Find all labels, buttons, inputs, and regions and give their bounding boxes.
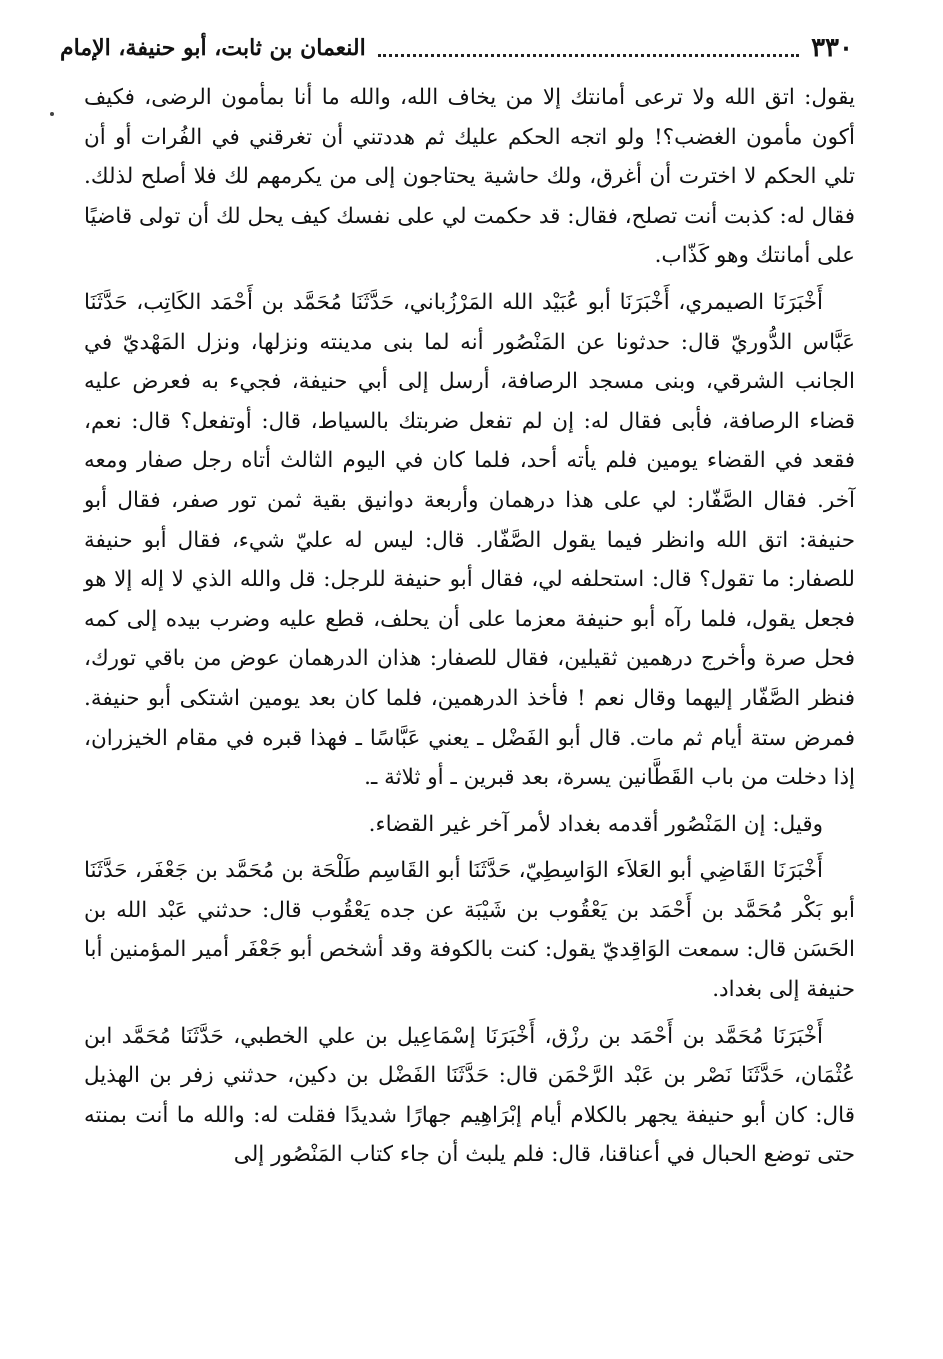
- paragraph-1: يقول: اتق الله ولا ترعى أمانتك إلا من يخاف الله، والله ما أنا بمأمون الرضى، فكيف أكون مأمون الغضب؟! ولو اتجه الحكم عليك ثم هددتني أن تغرقني في الفُرات أو أن تلي الحكم لا اخترت أن أغرق، ولك حاشية يحتاجون إلى من يكرمهم لك فلا أصلح لذلك. فقال له: كذبت أنت تصلح، فقال: قد حكمت لي على نفسك كيف يحل لك أن تولى قاضيًا على أمانتك وهو كَذّاب.: [84, 85, 855, 269]
- margin-mark: [50, 112, 54, 116]
- paragraph-3: وقيل: إن المَنْصُور أقدمه بغداد لأمر آخر غير القضاء.: [368, 811, 823, 837]
- page-header: [60, 28, 853, 68]
- paragraph-2: أَخْبَرَنَا الصيمري، أَخْبَرَنَا أبو عُبَيْد الله المَرْزُباني، حَدَّثَنَا مُحَمَّد بن أَحْمَد الكَاتِب، حَدَّثَنَا عَبَّاس الدُّوريّ قال: حدثونا عن المَنْصُور أنه لما بنى مدينته ونزلها، ونزل المَهْديّ في الجانب الشرقي، وبنى مسجد الرصافة، أرسل إلى أبي حنيفة، فجيء به فعرض عليه قضاء الرصافة، فأبى فقال له: إن لم تفعل ضربتك بالسياط، قال: أوتفعل؟ قال: نعم، فقعد في القضاء يومين فلم يأته أحد، فلما كان في اليوم الثالث أتاه رجل صفار ومعه آخر. فقال الصَّفّار: لي على هذا درهمان وأربعة دوانيق بقية ثمن تور صفر، فقال أبو حنيفة: اتق الله وانظر فيما يقول الصَّفّار. قال: ليس له عليّ شيء، فقال أبو حنيفة للصفار: ما تقول؟ قال: استحلفه لي، فقال أبو حنيفة للرجل: قل والله الذي لا إله إلا هو فجعل يقول، فلما رآه أبو حنيفة معزما على أن يحلف، قطع عليه وضرب بيده إلى كمه فحل صرة وأخرج درهمين ثقيلين، فقال للصفار: هذان الدرهمان عوض من باقي تورك، فنظر الصَّفّار إليهما وقال نعم ! فأخذ الدرهمين، فلما كان بعد يومين اشتكى أبو حنيفة. فمرض ستة أيام ثم مات. قال أبو الفَضْل ـ يعني عَبَّاسًا ـ فهذا قبره في مقام الخيزران، إذا دخلت من باب القَطَّانين يسرة، بعد قبرين ـ أو ثلاثة ـ.: [84, 289, 855, 791]
- page-number: ٣٣٠: [811, 33, 853, 63]
- paragraph-5: أَخْبَرَنَا مُحَمَّد بن أَحْمَد بن رزْق، أَخْبَرَنَا إسْمَاعِيل بن علي الخطبي، حَدَّثَنَا مُحَمَّد ابن عُثْمَان، حَدَّثَنَا نَصْر بن عَبْد الرَّحْمَن قال: حَدَّثَنَا الفَضْل بن دكين، حدثني زفر بن الهذيل قال: كان أبو حنيفة يجهر بالكلام أيام إبْرَاهِيم جهارًا شديدًا فقلت له: والله ما أنت بمنته حتى توضع الحبال في أعناقنا، قال: فلم يلبث أن جاء كتاب المَنْصُور إلى: [84, 1023, 855, 1168]
- running-title: النعمان بن ثابت، أبو حنيفة، الإمام: [60, 35, 366, 61]
- page-body: [84, 78, 855, 1348]
- header-leader-dots: [378, 40, 799, 57]
- paragraph-4: أَخْبَرَنَا القَاضِي أبو العَلاَء الوَاسِطِيّ، حَدَّثَنَا أبو القَاسِم طَلْحَة بن مُحَمَّد بن جَعْفَر، حَدَّثَنَا أبو بَكْر مُحَمَّد بن أَحْمَد بن يَعْقُوب بن شَيْبَة عن جده يَعْقُوب قال: حدثني عَبْد الله بن الحَسَن قال: سمعت الوَاقِديّ يقول: كنت بالكوفة وقد أشخص أبو جَعْفَر أمير المؤمنين أبا حنيفة إلى بغداد.: [84, 858, 855, 1003]
